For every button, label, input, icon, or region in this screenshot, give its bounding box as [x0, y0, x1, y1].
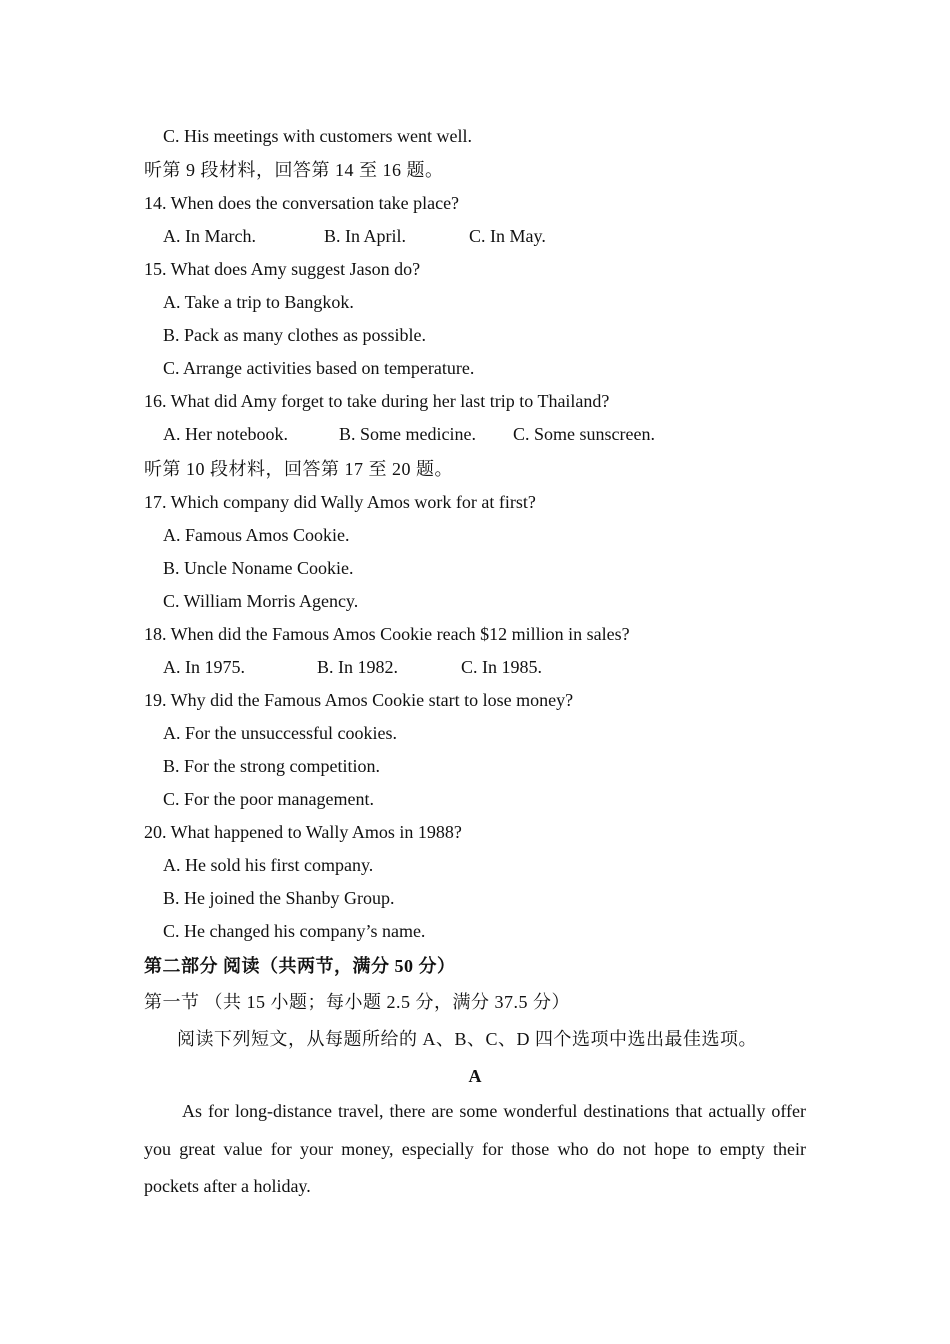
q18-option-a: A. In 1975. [163, 657, 245, 677]
q13-option-c: C. His meetings with customers went well. [163, 126, 472, 146]
q17-option-a: A. Famous Amos Cookie. [163, 525, 350, 545]
q20-option-c: C. He changed his company’s name. [163, 921, 426, 941]
q19-option-b: B. For the strong competition. [163, 756, 380, 776]
section-one-heading: 第一节 （共 15 小题；每小题 2.5 分，满分 37.5 分） [144, 992, 570, 1012]
section-9-instruction: 听第 9 段材料，回答第 14 至 16 题。 [144, 160, 444, 180]
q17-option-c: C. William Morris Agency. [163, 591, 359, 611]
q20-option-b: B. He joined the Shanby Group. [163, 888, 395, 908]
q15-option-c: C. Arrange activities based on temperature. [163, 358, 475, 378]
q18-option-b: B. In 1982. [317, 657, 398, 677]
part-two-heading: 第二部分 阅读（共两节，满分 50 分） [144, 956, 456, 976]
question-17: 17. Which company did Wally Amos work for at first? [144, 492, 536, 512]
question-15: 15. What does Amy suggest Jason do? [144, 259, 421, 279]
reading-instruction: 阅读下列短文，从每题所给的 A、B、C、D 四个选项中选出最佳选项。 [177, 1029, 758, 1049]
q19-option-c: C. For the poor management. [163, 789, 374, 809]
passage-a-title: A [468, 1066, 482, 1086]
q20-option-a: A. He sold his first company. [163, 855, 374, 875]
q18-option-c: C. In 1985. [461, 657, 542, 677]
question-19: 19. Why did the Famous Amos Cookie start to lose money? [144, 690, 574, 710]
q14-option-b: B. In April. [324, 226, 407, 246]
q14-option-c: C. In May. [469, 226, 546, 246]
q14-option-a: A. In March. [163, 226, 256, 246]
question-16: 16. What did Amy forget to take during her last trip to Thailand? [144, 391, 610, 411]
q17-option-b: B. Uncle Noname Cookie. [163, 558, 354, 578]
question-18: 18. When did the Famous Amos Cookie reach $12 million in sales? [144, 624, 630, 644]
q15-option-a: A. Take a trip to Bangkok. [163, 292, 354, 312]
q16-option-a: A. Her notebook. [163, 424, 288, 444]
q15-option-b: B. Pack as many clothes as possible. [163, 325, 426, 345]
q16-option-b: B. Some medicine. [339, 424, 476, 444]
q16-option-c: C. Some sunscreen. [513, 424, 655, 444]
question-20: 20. What happened to Wally Amos in 1988? [144, 822, 462, 842]
question-14: 14. When does the conversation take place? [144, 193, 460, 213]
q19-option-a: A. For the unsuccessful cookies. [163, 723, 397, 743]
passage-a-paragraph-1: As for long-distance travel, there are some wonderful destinations that actually offer you great value for your money, especially for those who do not hope to empty their pockets after a holiday. [144, 1101, 806, 1196]
section-10-instruction: 听第 10 段材料，回答第 17 至 20 题。 [144, 459, 453, 479]
